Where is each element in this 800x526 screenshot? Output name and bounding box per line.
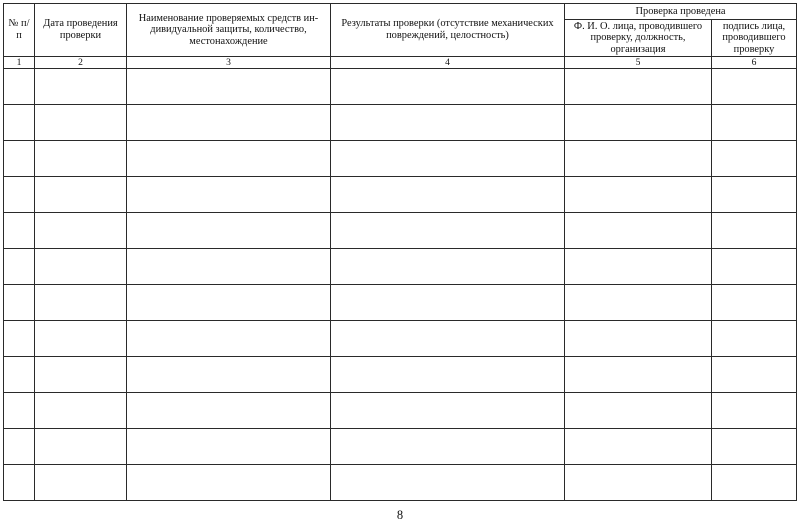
cell-date <box>35 465 127 501</box>
cell-inspector-signature <box>712 105 797 141</box>
table-row <box>4 141 797 177</box>
cell-inspector-name <box>565 357 712 393</box>
cell-inspector-name <box>565 249 712 285</box>
column-number: 6 <box>712 57 797 69</box>
cell-inspector-name <box>565 393 712 429</box>
header-results: Результаты проверки (отсутствие механических повреждений, целостность) <box>331 4 565 57</box>
header-inspector-signature: подпись лица, проводившего проверку <box>712 20 797 57</box>
cell-date <box>35 285 127 321</box>
cell-equipment-name <box>127 249 331 285</box>
cell-date <box>35 105 127 141</box>
cell-inspector-name <box>565 429 712 465</box>
cell-inspector-signature <box>712 321 797 357</box>
cell-inspector-signature <box>712 285 797 321</box>
cell-date <box>35 321 127 357</box>
cell-inspector-signature <box>712 213 797 249</box>
table-row <box>4 249 797 285</box>
cell-date <box>35 177 127 213</box>
column-number: 1 <box>4 57 35 69</box>
cell-inspector-signature <box>712 177 797 213</box>
table-row <box>4 177 797 213</box>
cell-inspector-name <box>565 213 712 249</box>
cell-results <box>331 429 565 465</box>
cell-results <box>331 141 565 177</box>
table-row <box>4 213 797 249</box>
table-row <box>4 357 797 393</box>
cell-equipment-name <box>127 321 331 357</box>
cell-results <box>331 105 565 141</box>
cell-results <box>331 213 565 249</box>
cell-inspector-name <box>565 321 712 357</box>
cell-equipment-name <box>127 141 331 177</box>
cell-date <box>35 429 127 465</box>
cell-results <box>331 465 565 501</box>
cell-results <box>331 69 565 105</box>
cell-number <box>4 429 35 465</box>
cell-equipment-name <box>127 213 331 249</box>
cell-equipment-name <box>127 393 331 429</box>
table-row <box>4 321 797 357</box>
cell-number <box>4 69 35 105</box>
column-number: 2 <box>35 57 127 69</box>
header-date: Дата проведения проверки <box>35 4 127 57</box>
cell-inspector-name <box>565 465 712 501</box>
header-row-1 <box>4 4 797 20</box>
cell-date <box>35 357 127 393</box>
cell-number <box>4 357 35 393</box>
cell-inspector-name <box>565 285 712 321</box>
cell-inspector-name <box>565 177 712 213</box>
cell-results <box>331 249 565 285</box>
table-body <box>4 57 797 501</box>
cell-date <box>35 393 127 429</box>
cell-number <box>4 393 35 429</box>
table-header <box>4 4 797 57</box>
header-number: № п/п <box>4 4 35 57</box>
column-number: 5 <box>565 57 712 69</box>
cell-inspector-name <box>565 105 712 141</box>
cell-inspector-signature <box>712 249 797 285</box>
cell-inspector-signature <box>712 465 797 501</box>
cell-results <box>331 357 565 393</box>
table-row <box>4 285 797 321</box>
cell-number <box>4 213 35 249</box>
cell-equipment-name <box>127 69 331 105</box>
cell-inspector-signature <box>712 141 797 177</box>
table-row <box>4 465 797 501</box>
cell-date <box>35 69 127 105</box>
header-inspector-name: Ф. И. О. лица, проводившего проверку, должность, организация <box>565 20 712 57</box>
cell-inspector-name <box>565 141 712 177</box>
cell-date <box>35 213 127 249</box>
column-number: 3 <box>127 57 331 69</box>
cell-number <box>4 105 35 141</box>
cell-inspector-signature <box>712 69 797 105</box>
column-number: 4 <box>331 57 565 69</box>
cell-number <box>4 177 35 213</box>
page-number: 8 <box>396 508 404 522</box>
table-row <box>4 393 797 429</box>
cell-date <box>35 249 127 285</box>
cell-number <box>4 285 35 321</box>
cell-number <box>4 249 35 285</box>
cell-results <box>331 177 565 213</box>
cell-results <box>331 393 565 429</box>
cell-equipment-name <box>127 465 331 501</box>
cell-inspector-signature <box>712 357 797 393</box>
cell-results <box>331 321 565 357</box>
cell-date <box>35 141 127 177</box>
cell-inspector-signature <box>712 429 797 465</box>
cell-results <box>331 285 565 321</box>
table-row <box>4 69 797 105</box>
column-numbers-row <box>4 57 797 69</box>
cell-equipment-name <box>127 429 331 465</box>
cell-equipment-name <box>127 357 331 393</box>
cell-number <box>4 465 35 501</box>
inspection-log-table <box>3 3 797 501</box>
cell-number <box>4 141 35 177</box>
header-equipment-name: Наименование проверяемых средств ин-дивидуальной защиты, количество, местонахождение <box>127 4 331 57</box>
table-row <box>4 105 797 141</box>
cell-equipment-name <box>127 285 331 321</box>
table-row <box>4 429 797 465</box>
cell-inspector-name <box>565 69 712 105</box>
header-check-performed: Проверка проведена <box>565 4 797 20</box>
cell-equipment-name <box>127 177 331 213</box>
cell-equipment-name <box>127 105 331 141</box>
cell-number <box>4 321 35 357</box>
cell-inspector-signature <box>712 393 797 429</box>
